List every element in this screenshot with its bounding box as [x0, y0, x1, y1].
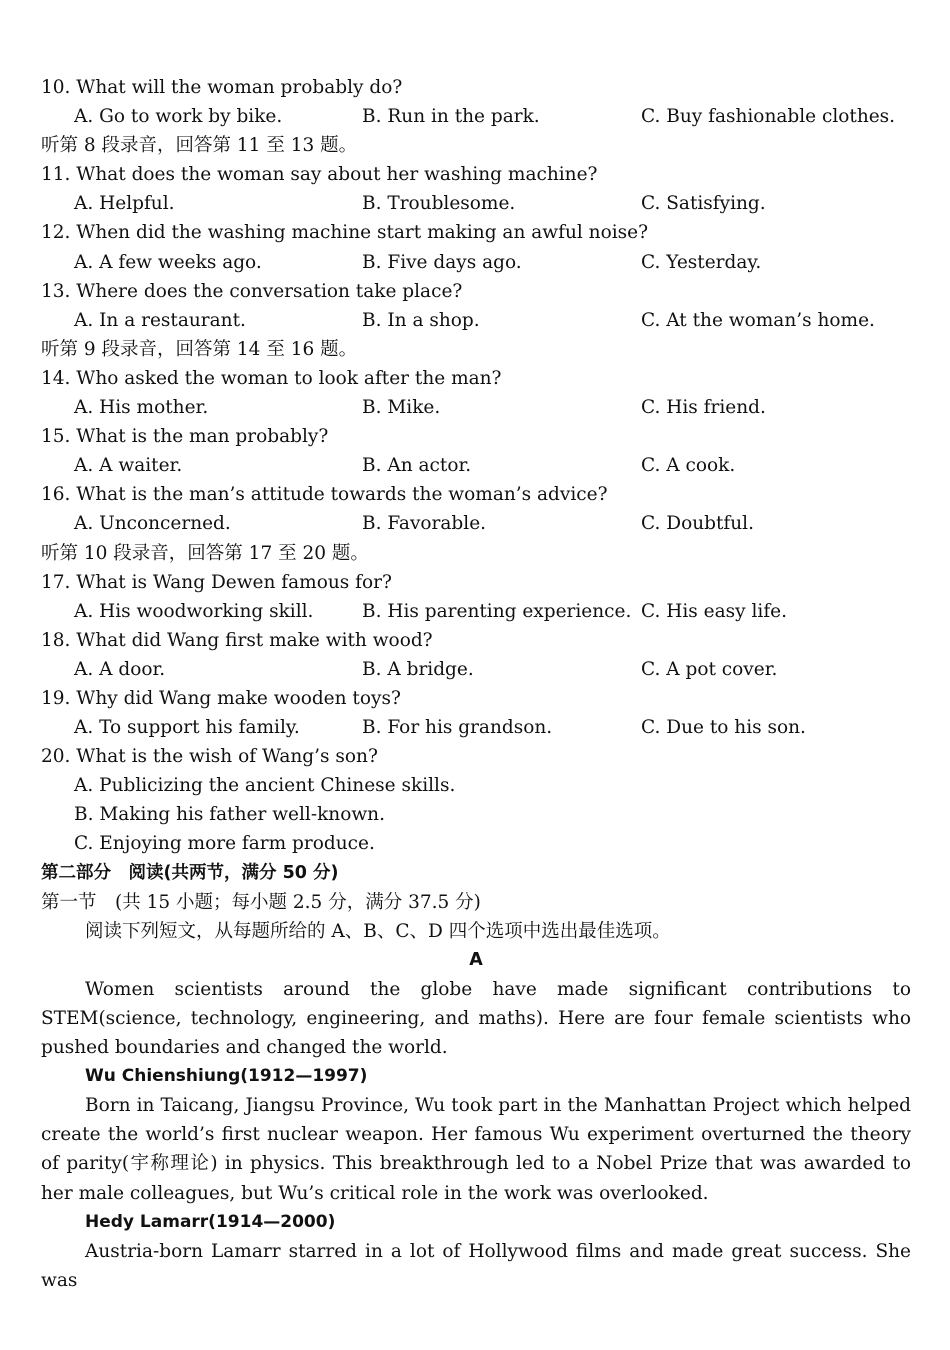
section-9-instruction: 听第 9 段录音，回答第 14 至 16 题。	[41, 338, 358, 360]
question-19: 19. Why did Wang make wooden toys?	[41, 687, 401, 709]
question-11-options	[41, 189, 911, 218]
option-c: C. A cook.	[641, 455, 736, 477]
option-b: B. Mike.	[362, 397, 441, 419]
option-a: A. Go to work by bike.	[74, 106, 283, 128]
question-17: 17. What is Wang Dewen famous for?	[41, 571, 392, 593]
question-20: 20. What is the wish of Wang’s son?	[41, 746, 378, 768]
section-8-instruction: 听第 8 段录音，回答第 11 至 13 题。	[41, 135, 358, 157]
option-b: B. Five days ago.	[362, 251, 522, 273]
option-a: A. In a restaurant.	[74, 309, 246, 331]
option-b: B. An actor.	[362, 455, 472, 477]
passage-intro: Women scientists around the globe have made significant contributions to STEM(science, technology, engineering, and maths). Here are four female scientists who pushed boundaries and changed the world.	[41, 978, 911, 1059]
option-c: C. A pot cover.	[641, 658, 778, 680]
question-20-option-c: C. Enjoying more farm produce.	[74, 833, 375, 855]
option-c: C. Yesterday.	[641, 251, 762, 273]
part-2-title: 第二部分 阅读(共两节，满分 50 分)	[41, 862, 339, 883]
option-a: A. Unconcerned.	[74, 513, 231, 535]
question-16: 16. What is the man’s attitude towards the woman’s advice?	[41, 484, 608, 506]
option-c: C. At the woman’s home.	[641, 309, 875, 331]
option-c: C. Due to his son.	[641, 717, 806, 739]
passage-label: A	[469, 949, 483, 970]
hedy-paragraph: Austria-born Lamarr starred in a lot of Hollywood films and made great success. She was	[41, 1240, 911, 1291]
reading-instructions: 阅读下列短文，从每题所给的 A、B、C、D 四个选项中选出最佳选项。	[85, 920, 671, 942]
question-10-options	[41, 102, 911, 131]
section-10-instruction: 听第 10 段录音，回答第 17 至 20 题。	[41, 542, 369, 564]
question-19-options	[41, 713, 911, 742]
option-b: B. For his grandson.	[362, 717, 553, 739]
question-11: 11. What does the woman say about her washing machine?	[41, 164, 598, 186]
question-15: 15. What is the man probably?	[41, 426, 329, 448]
question-15-options	[41, 451, 911, 480]
question-20-option-a: A. Publicizing the ancient Chinese skills.	[74, 775, 456, 797]
option-a: A. His mother.	[74, 397, 209, 419]
option-b: B. Troublesome.	[362, 193, 516, 215]
question-14-options	[41, 393, 911, 422]
option-a: A. A waiter.	[74, 455, 183, 477]
option-a: A. To support his family.	[74, 717, 300, 739]
option-c: C. His friend.	[641, 397, 766, 419]
option-c: C. His easy life.	[641, 600, 787, 622]
question-12: 12. When did the washing machine start making an awful noise?	[41, 222, 649, 244]
option-a: A. Helpful.	[74, 193, 175, 215]
option-b: B. Run in the park.	[362, 106, 540, 128]
question-10: 10. What will the woman probably do?	[41, 77, 403, 98]
exam-page	[41, 73, 911, 1295]
option-c: C. Satisfying.	[641, 193, 766, 215]
section-1-title: 第一节 (共 15 小题；每小题 2.5 分，满分 37.5 分)	[41, 891, 481, 913]
question-13: 13. Where does the conversation take place?	[41, 280, 463, 302]
wu-paragraph: Born in Taicang, Jiangsu Province, Wu took part in the Manhattan Project which helped create the world’s first nuclear weapon. Her famous Wu experiment overturned the theory of parity(宇称理论) in physics. This breakthrough led to a Nobel Prize that was awarded to her male colleagues, but Wu’s critical role in the work was overlooked.	[41, 1095, 911, 1204]
question-17-options	[41, 597, 911, 626]
question-18-options	[41, 655, 911, 684]
hedy-heading: Hedy Lamarr(1914—2000)	[85, 1211, 336, 1232]
question-12-options	[41, 248, 911, 277]
question-20-option-b: B. Making his father well-known.	[74, 804, 385, 826]
option-c: C. Doubtful.	[641, 513, 754, 535]
option-b: B. A bridge.	[362, 658, 474, 680]
question-16-options	[41, 509, 911, 538]
option-b: B. Favorable.	[362, 513, 487, 535]
option-b: B. In a shop.	[362, 309, 480, 331]
question-18: 18. What did Wang first make with wood?	[41, 629, 433, 651]
question-14: 14. Who asked the woman to look after the man?	[41, 367, 502, 389]
wu-heading: Wu Chienshiung(1912—1997)	[85, 1066, 368, 1087]
option-a: A. His woodworking skill.	[74, 600, 314, 622]
option-a: A. A few weeks ago.	[74, 251, 262, 273]
option-a: A. A door.	[74, 658, 166, 680]
question-13-options	[41, 306, 911, 335]
option-c: C. Buy fashionable clothes.	[641, 106, 896, 128]
option-b: B. His parenting experience.	[362, 600, 632, 622]
